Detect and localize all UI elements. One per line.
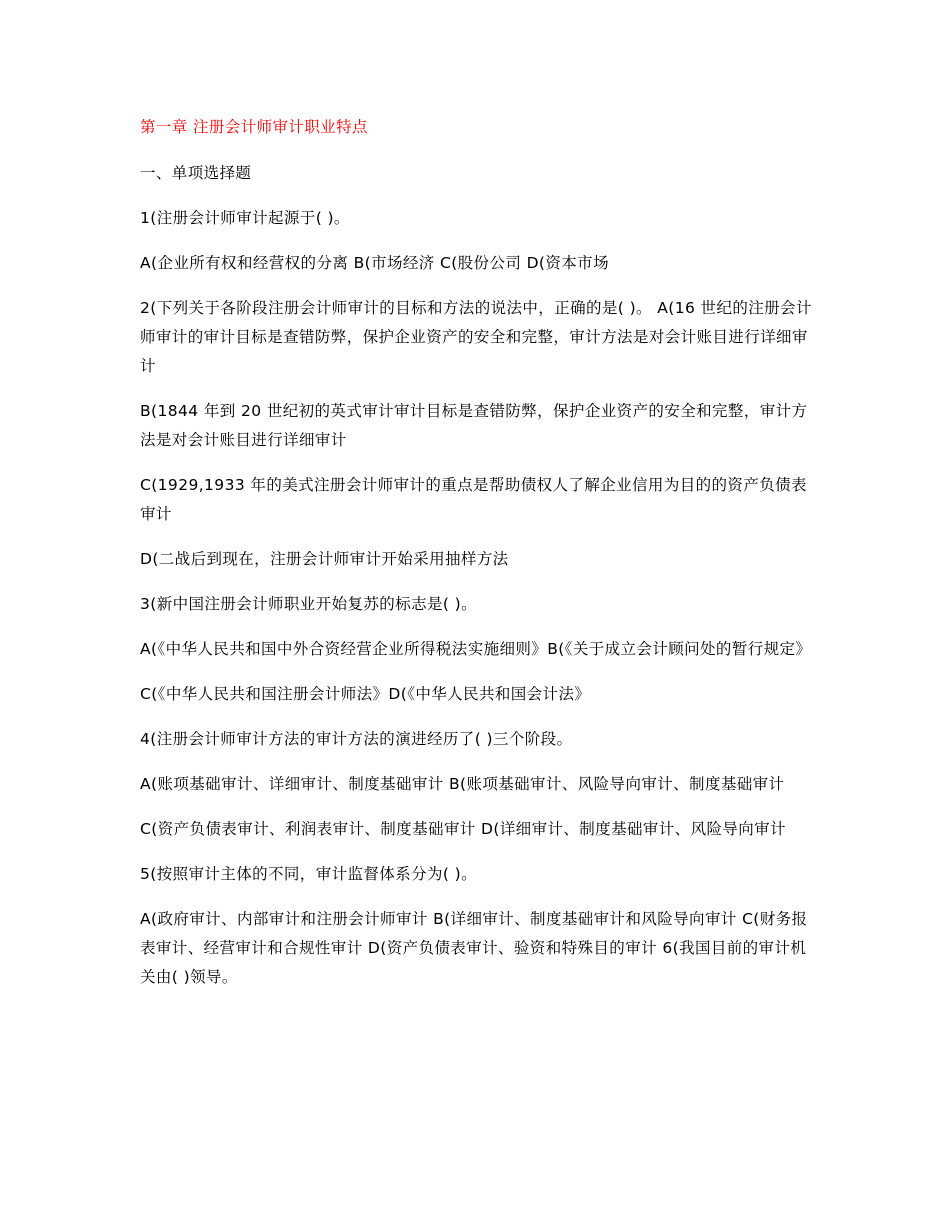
question-paragraph: 1(注册会计师审计起源于( )。 <box>140 209 350 227</box>
question-paragraph: 3(新中国注册会计师职业开始复苏的标志是( )。 <box>140 595 478 613</box>
paragraph-list <box>140 159 820 992</box>
question-paragraph: C(1929,1933 年的美式注册会计师审计的重点是帮助债权人了解企业信用为目的的资产负债表审计 <box>140 476 807 523</box>
question-paragraph: C(资产负债表审计、利润表审计、制度基础审计 D(详细审计、制度基础审计、风险导向审计 <box>140 820 786 838</box>
question-paragraph: A(企业所有权和经营权的分离 B(市场经济 C(股份公司 D(资本市场 <box>140 254 609 272</box>
question-paragraph: 4(注册会计师审计方法的审计方法的演进经历了( )三个阶段。 <box>140 730 573 748</box>
question-paragraph: 5(按照审计主体的不同，审计监督体系分为( )。 <box>140 865 478 883</box>
question-paragraph: 2(下列关于各阶段注册会计师审计的目标和方法的说法中，正确的是( )。 A(16 世纪的注册会计师审计的审计目标是查错防弊，保护企业资产的安全和完整，审计方法是对会计账目进行详细审计 <box>140 299 812 375</box>
question-paragraph: C(《中华人民共和国注册会计师法》D(《中华人民共和国会计法》 <box>140 685 591 703</box>
question-paragraph: D(二战后到现在，注册会计师审计开始采用抽样方法 <box>140 550 509 568</box>
question-paragraph: A(政府审计、内部审计和注册会计师审计 B(详细审计、制度基础审计和风险导向审计 C(财务报表审计、经营审计和合规性审计 D(资产负债表审计、验资和特殊目的审计 6(我国目前的审计机关由( )领导。 <box>140 910 808 986</box>
question-paragraph: A(账项基础审计、详细审计、制度基础审计 B(账项基础审计、风险导向审计、制度基础审计 <box>140 775 785 793</box>
document-body <box>140 113 820 1008</box>
section-heading: 一、单项选择题 <box>140 164 252 182</box>
question-paragraph: A(《中华人民共和国中外合资经营企业所得税法实施细则》B(《关于成立会计顾问处的暂行规定》 <box>140 640 812 658</box>
chapter-title: 第一章 注册会计师审计职业特点 <box>140 118 368 136</box>
question-paragraph: B(1844 年到 20 世纪初的英式审计审计目标是查错防弊，保护企业资产的安全和完整，审计方法是对会计账目进行详细审计 <box>140 402 808 449</box>
